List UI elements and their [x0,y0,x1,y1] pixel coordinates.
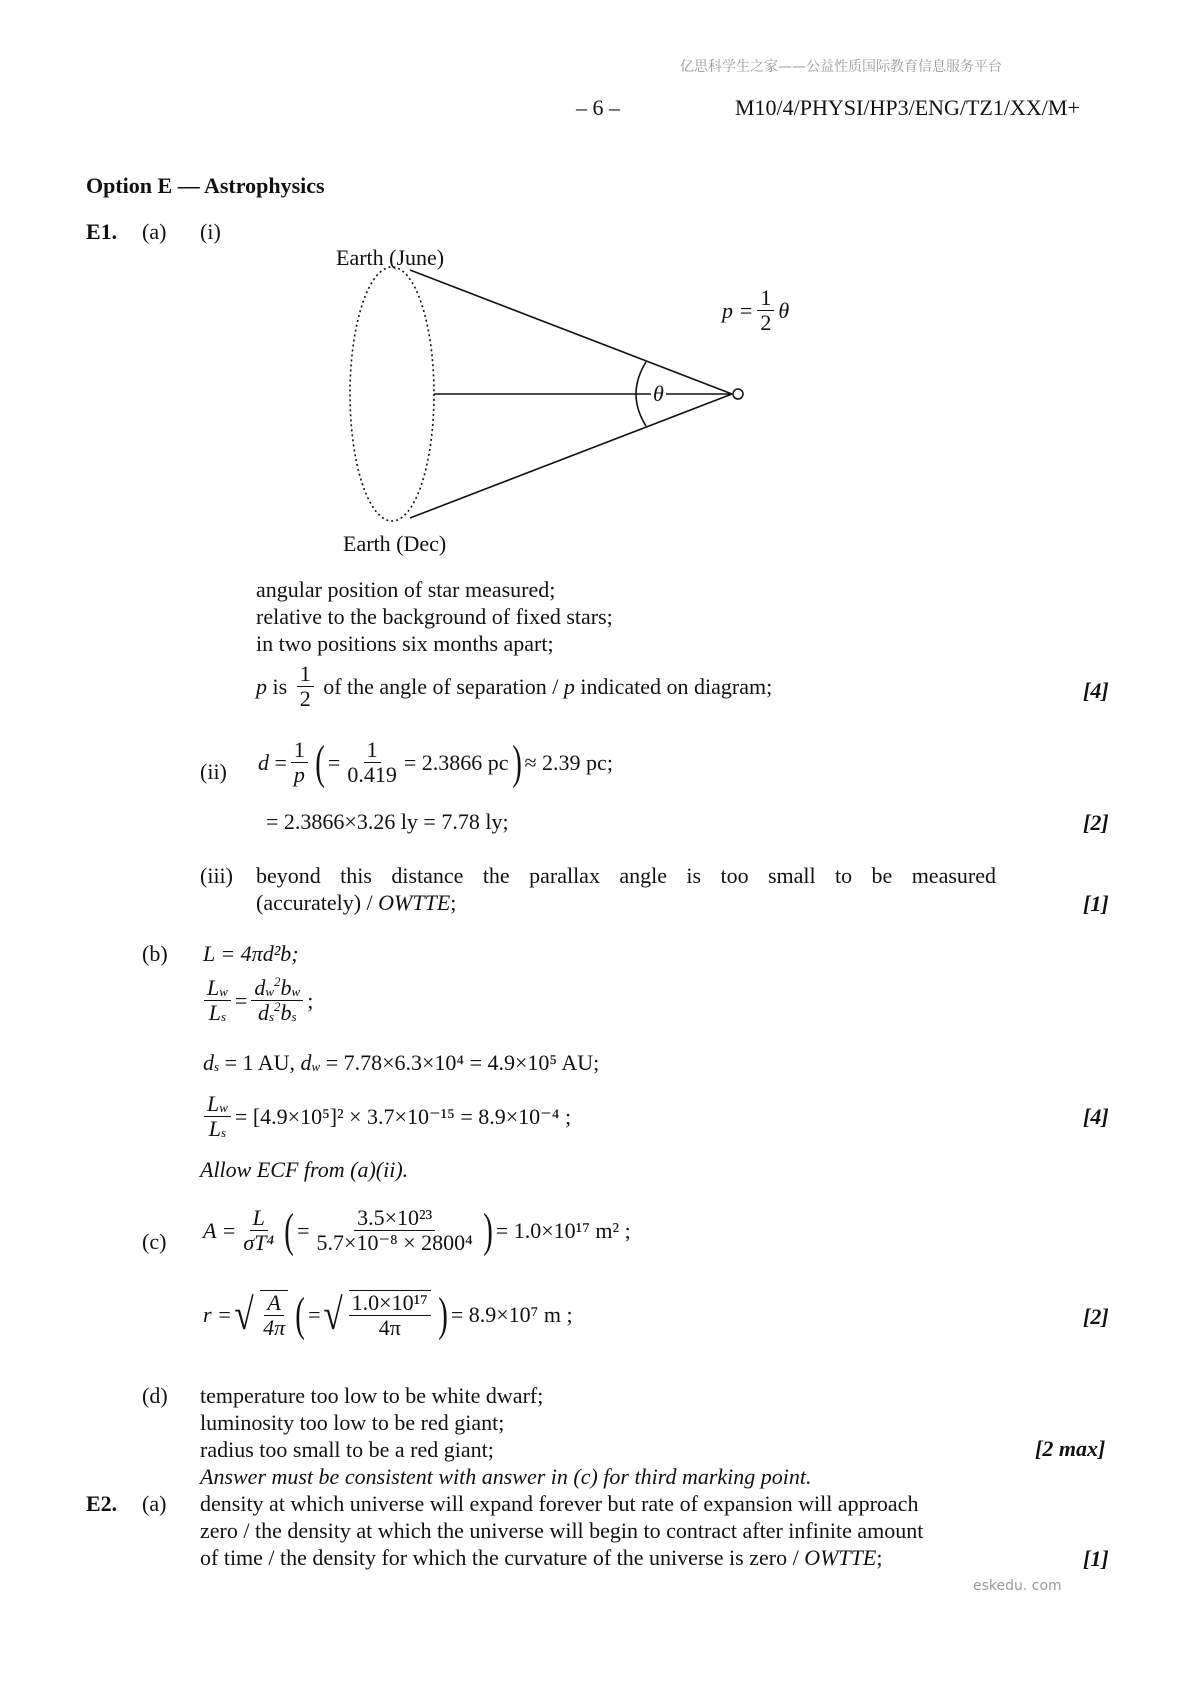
ii-mark: [2] [1083,810,1109,835]
ai-p2: p [563,673,575,699]
p-formula-theta: θ [778,297,790,323]
earth-june-label: Earth (June) [336,245,445,270]
ai-line-3: in two positions six months apart; [256,631,554,656]
d-line-1: temperature too low to be white dwarf; [200,1383,544,1408]
ai-rest2: indicated on diagram; [574,673,773,699]
ai-line-1: angular position of star measured; [256,577,556,602]
part-a-label: (a) [142,219,167,244]
iii-line-1: beyond this distance the parallax angle is too small to be measured [256,863,996,888]
e2-end: ; [876,1545,883,1570]
b-line-4 [200,1092,571,1141]
c-r: r = [203,1302,232,1327]
part-c-label: (c) [142,1229,167,1254]
question-e1-label: E1. [86,219,118,244]
ai-line-2: relative to the background of fixed stars; [256,604,613,629]
b-line-4-text: = [4.9×10⁵]² × 3.7×10⁻¹⁵ = 8.9×10⁻⁴ ; [234,1103,572,1129]
b-ratio-rhs: $\frac{d_w^2b_w}{d_s^2b_s}$ [251,976,303,1025]
c-radius-equation: r = √ $\frac{A}{4\pi}$ ( = √ $\frac{\text{1.0×10¹⁷}}{4\pi}$ ) = 8.9×10⁷ m ; [203,1288,573,1341]
c-r-paren-open: ( [295,1288,305,1341]
line-dec-to-star [410,394,732,518]
b-line-3a: = 1 AU, [224,1050,301,1075]
b-line-3: $d_s = 1$ AU, $d_w = 7.78\times 6.3\times 10^4 = 4.9\times 10^5$ AU; [203,1050,600,1075]
ii-den1: p [293,762,305,787]
c-A: A = [203,1217,237,1243]
subpart-iii-label: (iii) [200,863,233,888]
c-paren-open: ( [284,1203,294,1257]
ii-paren-close: ) [511,735,522,789]
ii-frac2 [344,738,400,787]
e2-owtte: OWTTE [804,1545,877,1570]
b-mark: [4] [1083,1104,1109,1129]
b-note: Allow ECF from (a)(ii). [200,1157,409,1182]
p-formula [722,286,789,335]
ii-paren-open: ( [315,735,325,789]
d-line-2: luminosity too low to be red giant; [200,1410,505,1435]
ii-line-2: = 2.3866×3.26 ly = 7.78 ly; [266,809,509,834]
subpart-ii-label: (ii) [200,759,227,784]
ai-p: p [256,673,267,699]
ai-half-den: 2 [299,686,311,711]
ii-eq2: = [327,749,341,775]
c-rA: A [264,1291,283,1316]
star-marker [733,389,743,399]
iii-owtte: OWTTE [378,890,451,915]
e2-line-1: density at which universe will expand forever but rate of expansion will approach [200,1491,919,1516]
e2-line-3 [200,1544,882,1572]
d-note: Answer must be consistent with answer in (c) for third marking point. [200,1464,812,1489]
b-ratio2-lhs: $\frac{L_w}{L_s}$ [204,1092,231,1141]
c-r-paren-close: ) [438,1288,448,1341]
e2-line-2: zero / the density at which the universe will begin to contract after infinite amount [200,1518,924,1543]
d-line-3: radius too small to be a red giant; [200,1437,494,1462]
question-e2-label: E2. [86,1491,118,1516]
part-d-label: (d) [142,1383,168,1408]
part-b-label: (b) [142,941,168,966]
c-L-over-sT4 [240,1206,277,1255]
p-formula-fraction [757,286,774,335]
ai-mark: [4] [1083,678,1109,703]
ii-equation [258,735,613,789]
iii-line-2 [256,889,456,917]
c-sT4: σT⁴ [243,1230,275,1255]
section-title: Option E — Astrophysics [86,173,325,198]
ii-frac1 [291,738,308,787]
iii-semicolon: ; [450,890,457,915]
ii-val: = 2.3866 pc [403,749,509,775]
e2-line-3-text: of time / the density for which the curvature of the universe is zero / [200,1545,805,1570]
c-r4pi: 4π [263,1315,286,1340]
d-mark: [2 max] [1035,1436,1106,1461]
c-sqrt-2: √ $\frac{\text{1.0×10¹⁷}}{4\pi}$ [321,1290,435,1340]
watermark-bottom: eskedu. com [973,1578,1062,1594]
ai-line-4 [256,662,772,711]
ii-d: d [258,749,269,775]
earth-orbit-ellipse [350,267,434,521]
ai-is: is [267,673,293,699]
b-line-3b: = 7.78×6.3×10⁴ = 4.9×10⁵ AU; [325,1050,600,1075]
ii-approx: ≈ 2.39 pc; [524,749,613,775]
c-mark: [2] [1083,1304,1109,1329]
theta-label: θ [653,381,664,406]
c-den: 5.7×10⁻⁸ × 2800⁴ [316,1230,473,1255]
ii-den2: 0.419 [347,762,397,787]
earth-dec-label: Earth (Dec) [343,531,447,556]
ii-eq: = [269,749,287,775]
c-paren-close: ) [483,1203,493,1257]
c-sqrt-1: √ $\frac{A}{4\pi}$ [232,1290,292,1340]
p-formula-left: p = [722,297,754,323]
c-rnum: 1.0×10¹⁷ [349,1291,431,1316]
c-result: = 1.0×10¹⁷ m² ; [495,1217,631,1243]
ii-num2: 1 [364,738,381,763]
e2-mark: [1] [1083,1546,1109,1571]
ai-rest: of the angle of separation / [317,673,564,699]
c-area-equation: A = $\frac{L}{\text{σT⁴}}$ ( = $\frac{\text{3.5×10²³}}{\text{5.7×10⁻⁸ × 2800⁴}}$ ) = 1.0×10¹⁷ m² ; [203,1203,631,1257]
c-num: 3.5×10²³ [354,1206,435,1231]
c-L: L [250,1206,268,1231]
iii-line-2a: (accurately) / [256,890,379,915]
watermark-top: 亿思科学生之家——公益性质国际教育信息服务平台 [680,59,1002,75]
iii-mark: [1] [1083,891,1109,916]
page-number: – 6 – [576,95,620,120]
e2-part-a-label: (a) [142,1491,167,1516]
b-ratio-equation: $\frac{L_w}{L_s}$ = $\frac{d_w^2b_w}{d_s^2b_s}$ ; [200,976,313,1025]
b-ratio-lhs: $\frac{L_w}{L_s}$ [204,976,231,1025]
c-rresult: = 8.9×10⁷ m ; [450,1302,573,1327]
p-formula-num: 1 [757,286,774,311]
ai-half-fraction [297,662,314,711]
b-line-1: L = 4πd²b; [203,941,299,966]
ai-half-num: 1 [297,662,314,687]
subpart-i-label: (i) [200,219,221,244]
document-code: M10/4/PHYSI/HP3/ENG/TZ1/XX/M+ [735,95,1080,120]
c-number-fraction [314,1206,476,1255]
p-formula-den: 2 [760,310,772,335]
ii-num1: 1 [291,738,308,763]
line-june-to-star [410,270,732,394]
